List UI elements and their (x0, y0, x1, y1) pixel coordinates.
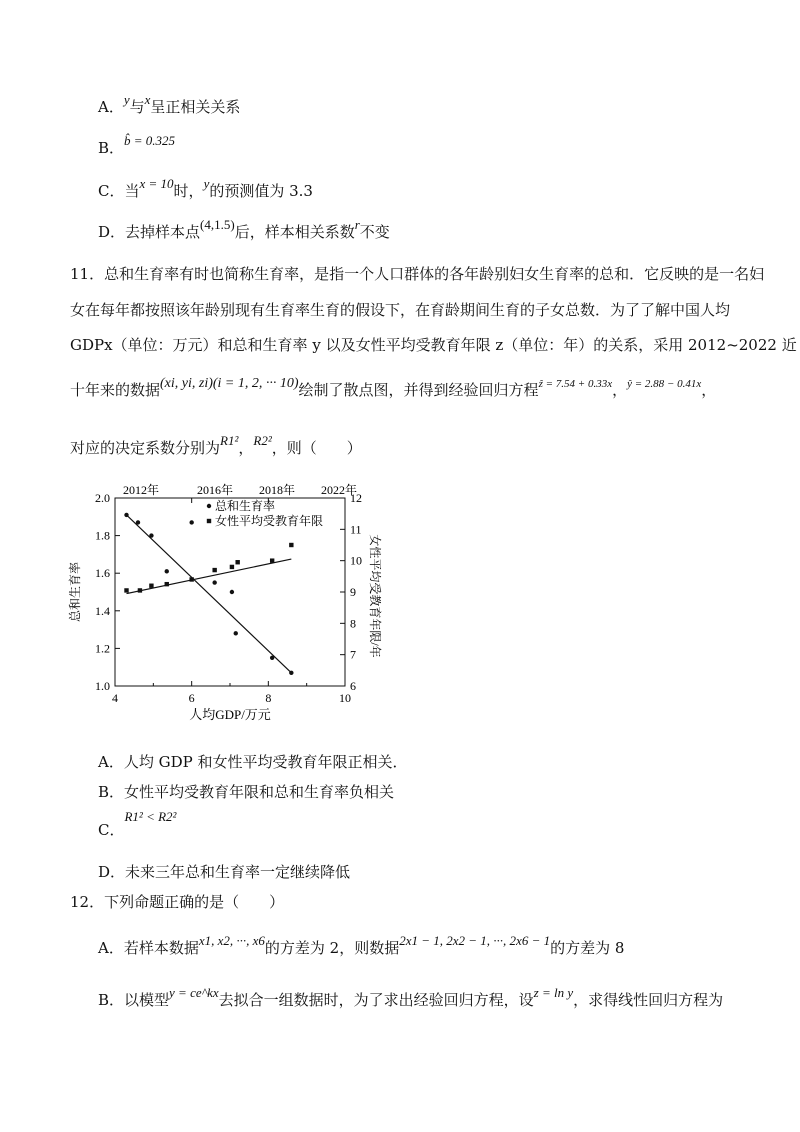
option-text: 的方差为 8 (550, 939, 625, 957)
x-axis-label: 人均GDP/万元 (189, 707, 271, 722)
stem-text: 对应的决定系数分别为 (70, 439, 221, 457)
data-point-education (289, 543, 293, 547)
y-right-tick-label: 9 (350, 585, 356, 599)
q11-line-4 (70, 376, 740, 402)
option-text: 不变 (359, 223, 390, 241)
math-expression: (xi, yi, zi)(i = 1, 2, ··· 10) (160, 376, 299, 391)
top-year-label: 2022年 (320, 483, 358, 497)
option-label: B． (98, 139, 125, 157)
option-text: ，求得线性回归方程为 (573, 991, 724, 1009)
q12-option-b (98, 985, 724, 1011)
option-text: 当 (124, 182, 140, 200)
y-right-tick-label: 7 (350, 647, 356, 662)
x-tick-label: 6 (188, 691, 195, 705)
math-y: y (123, 92, 130, 107)
math-expression: z = ln y (533, 985, 574, 1000)
option-text: A．若样本数据 (98, 939, 199, 957)
y-right-tick-label: 11 (350, 522, 362, 537)
option-text: 的预测值为 3.3 (209, 182, 313, 200)
data-point-education (270, 558, 274, 562)
stem-text: ，则（ ） (271, 439, 362, 457)
x-tick-label: 4 (112, 691, 118, 705)
data-point-education (230, 565, 234, 569)
math-expression: 2x1 − 1, 2x2 − 1, ···, 2x6 − 1 (399, 933, 551, 948)
data-point-education (149, 584, 153, 588)
option-text: 后，样本相关系数 (234, 223, 355, 241)
math-expression: R1² (220, 433, 239, 448)
q11-line-5 (70, 433, 740, 459)
option-label: D． (98, 223, 126, 241)
legend-label: 总和生育率 (215, 499, 276, 513)
math-r: r (354, 217, 360, 232)
data-point-fertility (149, 533, 153, 537)
legend-marker-circle (207, 504, 211, 508)
stem-text: ， (701, 381, 717, 399)
option-text: B．以模型 (98, 991, 170, 1009)
x-tick-label: 8 (265, 691, 272, 705)
data-point-fertility (230, 590, 234, 594)
option-label: C． (98, 182, 125, 200)
q11-line-2: 女在每年都按照该年龄别现有生育率生育的假设下，在育龄期间生育的子女总数．为了了解中国人均 (70, 301, 731, 319)
math-x: x (144, 92, 151, 107)
y-right-tick-label: 6 (350, 679, 356, 693)
math-expression: R1² < R2² (124, 809, 177, 824)
q11-option-b: B．女性平均受教育年限和总和生育率负相关 (98, 783, 395, 801)
math-expression: x1, x2, ···, x6 (198, 933, 265, 948)
data-point-education (212, 568, 216, 572)
math-expression: (4,1.5) (200, 217, 235, 232)
option-text: 时， (173, 182, 204, 200)
legend-marker-square (207, 519, 211, 523)
math-expression: R2² (253, 433, 272, 448)
data-point-education (165, 582, 169, 586)
y-right-tick-label: 8 (350, 616, 356, 631)
option-text: 呈正相关关系 (150, 98, 241, 116)
option-text: 去掉样本点 (125, 223, 201, 241)
math-expression: ŷ = 2.88 − 0.41x (627, 378, 702, 390)
data-point-fertility (136, 520, 140, 524)
y-left-axis-label: 总和生育率 (68, 561, 82, 623)
top-year-label: 2018年 (258, 483, 296, 497)
data-point-education (235, 560, 239, 564)
y-right-axis-label: 女性平均受教育年限/年 (368, 534, 382, 658)
data-point-fertility (165, 569, 169, 573)
stem-text: ， (238, 439, 254, 457)
math-expression: ẑ = 7.54 + 0.33x (538, 378, 613, 390)
q12-stem: 12．下列命题正确的是（ ） (70, 893, 285, 911)
stem-text: 绘制了散点图，并得到经验回归方程 (298, 381, 539, 399)
q11-option-c (98, 809, 177, 841)
math-expression: x = 10 (139, 176, 174, 191)
x-tick-label: 10 (339, 691, 351, 705)
q12-option-a (98, 933, 625, 959)
q11-option-d: D．未来三年总和生育率一定继续降低 (98, 863, 351, 881)
math-y: y (203, 176, 210, 191)
math-expression: y = ce^kx (169, 985, 219, 1000)
option-label: C． (98, 821, 125, 839)
math-expression: b̂ = 0.325 (124, 133, 176, 148)
regression-line (127, 559, 292, 593)
q10-option-c (98, 176, 313, 202)
y-right-tick-label: 12 (350, 491, 362, 505)
regression-line (127, 515, 292, 673)
stem-text: 十年来的数据 (70, 381, 161, 399)
stem-text: ， (612, 381, 628, 399)
y-left-tick-label: 2.0 (95, 491, 110, 505)
option-text: 与 (129, 98, 145, 116)
data-point-education (124, 588, 128, 592)
q11-line-1: 11．总和生育率有时也简称生育率，是指一个人口群体的各年龄别妇女生育率的总和．它反映的是一名妇 (70, 265, 765, 283)
q10-option-b (98, 133, 176, 159)
data-point-education (189, 577, 193, 581)
data-point-fertility (189, 520, 193, 524)
data-point-fertility (124, 513, 128, 517)
data-point-fertility (270, 656, 274, 660)
q11-line-3: GDPx（单位：万元）和总和生育率 y 以及女性平均受教育年限 z（单位：年）的关系，采用 2012~2022 近 (70, 336, 797, 354)
legend-label: 女性平均受教育年限 (215, 514, 324, 528)
q11-option-a: A．人均 GDP 和女性平均受教育年限正相关． (98, 753, 408, 771)
q10-option-d (98, 217, 390, 243)
data-point-fertility (289, 671, 293, 675)
option-text: 去拟合一组数据时，为了求出经验回归方程，设 (218, 991, 534, 1009)
data-point-fertility (234, 631, 238, 635)
scatter-chart (60, 480, 390, 730)
y-left-tick-label: 1.4 (95, 603, 110, 618)
y-left-tick-label: 1.8 (95, 528, 110, 543)
top-year-label: 2016年 (196, 483, 234, 497)
q10-option-a (98, 92, 241, 118)
y-left-tick-label: 1.2 (95, 641, 110, 656)
option-label: A． (98, 98, 124, 116)
data-point-fertility (212, 580, 216, 584)
option-text: 的方差为 2，则数据 (264, 939, 400, 957)
y-left-tick-label: 1.0 (95, 679, 110, 693)
data-point-education (138, 588, 142, 592)
y-left-tick-label: 1.6 (95, 566, 110, 581)
top-year-label: 2012年 (122, 483, 160, 497)
y-right-tick-label: 10 (350, 553, 362, 568)
